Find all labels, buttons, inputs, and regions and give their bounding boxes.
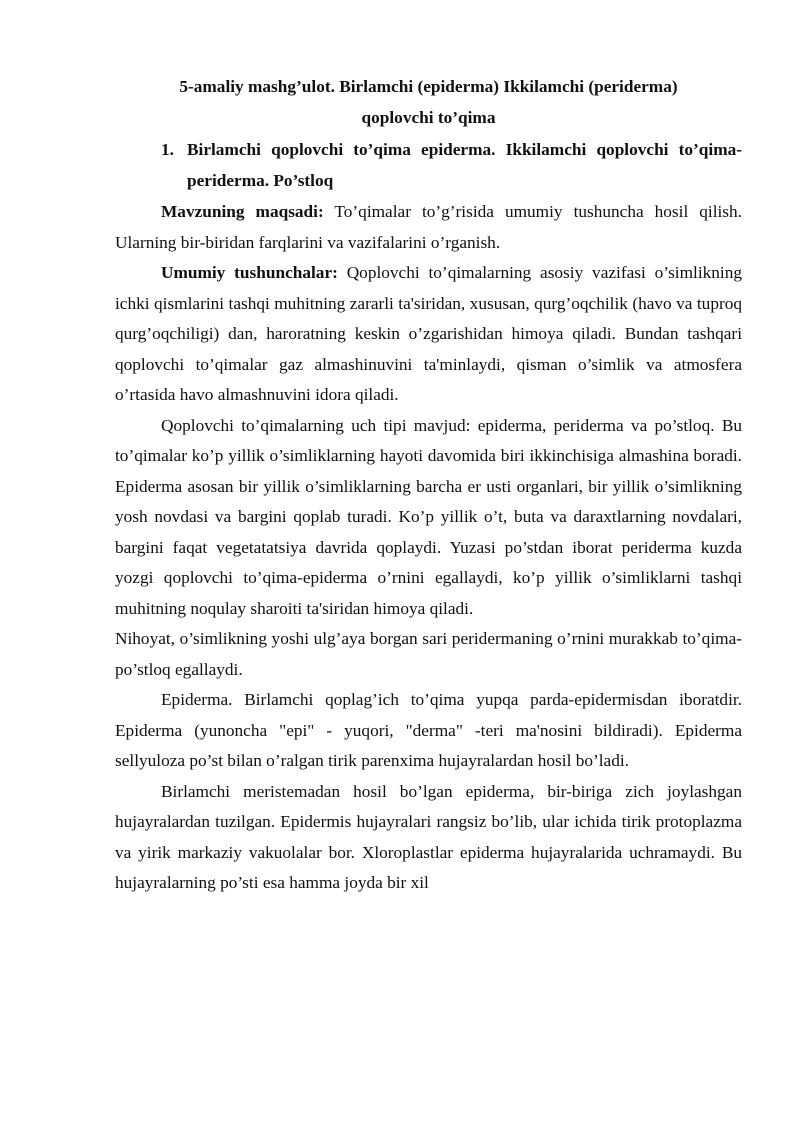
concepts-paragraph xyxy=(115,258,742,411)
goal-paragraph xyxy=(115,197,742,258)
concepts-label: Umumiy tushunchalar: xyxy=(161,263,338,282)
body-paragraph-types: Qoplovchi to’qimalarning uch tipi mavjud: epiderma, periderma va po’stloq. Bu to’qimalar ko’p yillik o’simliklarning hayoti davomida biri ikkinchisiga almashina boradi. Epiderma asosan bir yillik o’simliklarning barcha er usti organlari, bir yillik o’simlikning yosh novdasi va bargini qoplab turadi. Ko’p yillik o’t, buta va daraxtlarning novdalari, bargini faqat vegetatatsiya davrida qoplaydi. Yuzasi po’stdan iborat periderma kuzda yozgi qoplovchi to’qima-epiderma o’rnini egallaydi, ko’p yillik o’simliklarni tashqi muhitning noqulay sharoiti ta'siridan himoya qiladi. xyxy=(115,415,742,618)
section-heading-text: Birlamchi qoplovchi to’qima epiderma. Ikkilamchi qoplovchi to’qima-periderma. Po’stloq xyxy=(187,140,742,190)
document-title xyxy=(115,72,742,133)
body-paragraph-epiderma: Epiderma. Birlamchi qoplag’ich to’qima yupqa parda-epidermisdan iboratdir. Epiderma (yunoncha "epi" - yuqori, "derma" -teri ma'nosini bildiradi). Epiderma sellyuloza po’st bilan o’ralgan tirik parenxima hujayralardan hosil bo’ladi. xyxy=(115,690,742,770)
body-paragraph-meristem: Birlamchi meristemadan hosil bo’lgan epiderma, bir-biriga zich joylashgan hujayralardan tuzilgan. Epidermis hujayralari rangsiz bo’lib, ular ichida tirik protoplazma va yirik markaziy vakuolalar bor. Xloroplastlar epiderma hujayralarida uchramaydi. Bu hujayralarning po’sti esa hamma joyda bir xil xyxy=(115,781,742,892)
section-heading xyxy=(115,135,742,196)
body-paragraph-finally: Nihoyat, o’simlikning yoshi ulg’aya borgan sari peridermaning o’rnini murakkab to’qima-po’stloq egallaydi. xyxy=(115,629,742,679)
title-line-2: qoplovchi to’qima xyxy=(361,107,496,127)
document-page xyxy=(115,72,742,899)
goal-text: To’qimalar to’g’risida umumiy tushuncha hosil qilish. Ularning bir-biridan farqlarini va vazifalarini o’rganish. xyxy=(115,202,742,252)
section-number: 1. xyxy=(161,140,174,159)
goal-label: Mavzuning maqsadi: xyxy=(161,202,324,221)
title-line-1: 5-amaliy mashg’ulot. Birlamchi (epiderma) Ikkilamchi (periderma) xyxy=(179,77,678,96)
concepts-text: Qoplovchi to’qimalarning asosiy vazifasi o’simlikning ichki qismlarini tashqi muhitning zararli ta'siridan, xususan, qurg’oqchilik (havo va tuproq qurg’oqchiligi) dan, haroratning keskin o’zgarishidan himoya qiladi. Bundan tashqari qoplovchi to’qimalar gaz almashinuvini ta'minlaydi, qisman o’simlik va atmosfera o’rtasida havo almashnuvini idora qiladi. xyxy=(115,263,742,404)
